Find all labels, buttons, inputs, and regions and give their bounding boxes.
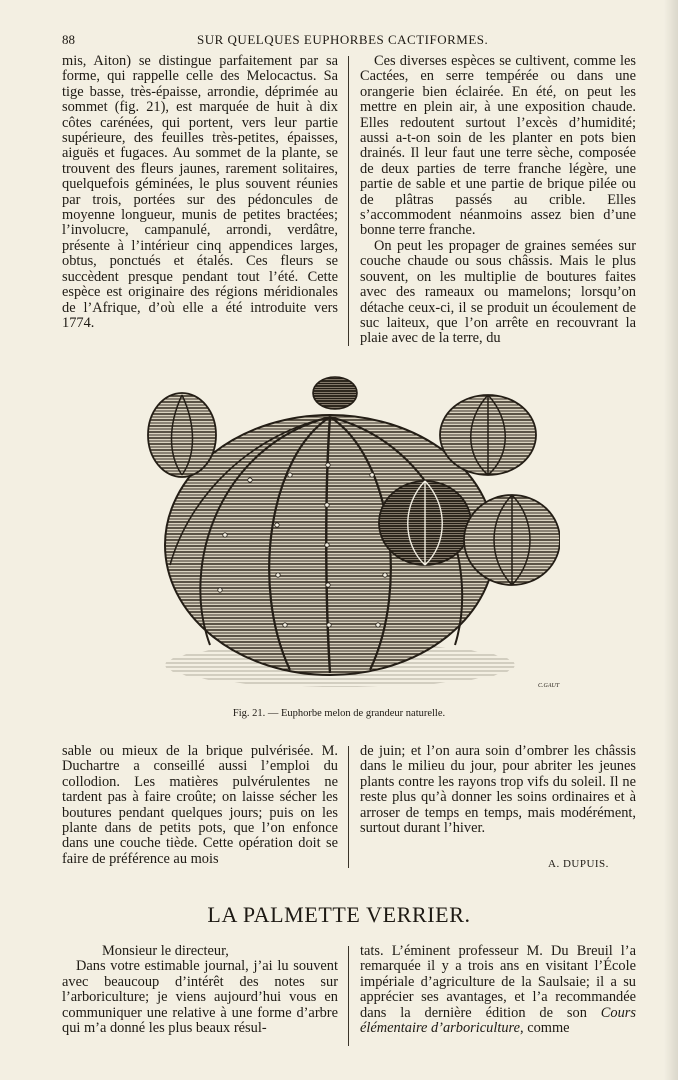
article-column-top-left (62, 54, 338, 331)
running-title: SUR QUELQUES EUPHORBES CACTIFORMES. (197, 32, 489, 47)
text-run: tats. L’éminent professeur M. Du Breuil l’a remarquée il y a trois ans en visitant l’École impériale d’agriculture de la Saulsaie; il a su apprécier ses avantages, et l’a recommandée dans la dernière édition de son (360, 943, 636, 1021)
text-run: , comme (520, 1020, 570, 1037)
column-divider (348, 56, 349, 346)
column-divider (348, 946, 349, 1046)
paragraph: sable ou mieux de la brique pulvérisée. M. Duchartre a conseillé aussi l’emploi du collodion. Les matières pulvérulentes ne tardent pas à faire croûte; on laisse sécher les boutures pendant quelques jours; puis on les plante dans de petits pots, que l’on enfonce dans une couche tiède. Cette opération doit se faire de préférence au mois (62, 743, 338, 867)
article-column-top-right (360, 54, 636, 347)
figure-caption: Fig. 21. — Euphorbe melon de grandeur naturelle. (232, 708, 446, 719)
paragraph: de juin; et l’on aura soin d’ombrer les châssis dans le milieu du jour, pour abriter les jeunes plants contre les rayons trop vifs du soleil. Il ne reste plus qu’à donner les soins ordinaires et à arroser de temps en temps, mais modérément, surtout durant l’hiver. (360, 743, 636, 837)
paragraph (360, 944, 636, 1036)
salutation: Monsieur le directeur, (102, 943, 229, 959)
article-column-bottom-right (360, 744, 636, 836)
letter-column-left (62, 944, 338, 1036)
paragraph: On peut les propager de graines semées sur couche chaude ou sous châssis. Mais le plus souvent, on les multiplie de boutures faites avec des rameaux ou mamelons; lorsqu’on détache ceux-ci, il se produit un écoulement de suc laiteux, que l’on arrête en recouvrant la plaie avec de la terre, du (360, 237, 636, 347)
paragraph: Ces diverses espèces se cultivent, comme les Cactées, en serre tempérée ou dans une orangerie bien éclairée. En été, on peut les mettre en plein air, à une exposition chaude. Elles redoutent surtout l’excès d’humidité; aussi a-t-on soin de les planter en pots bien drainés. Il leur faut une terre sèche, composée de deux parties de terre franche légère, une partie de sable et une partie de brique pilée ou de plâtras passés au crible. Elles s’accommodent néanmoins assez bien d’une bonne terre franche. (360, 53, 636, 239)
page-header (62, 32, 642, 50)
paragraph: mis, Aiton) se distingue parfaitement par sa forme, qui rappelle celle des Melocactus. Sa tige basse, très-épaisse, arrondie, déprimée au sommet (fig. 21), est marquée de huit à dix côtes carénées, qui portent, vers leur partie supérieure, des feuilles très-petites, épaisses, aiguës et fugaces. Au sommet de la plante, se trouvent des fleurs jaunes, rarement solitaires, quelquefois géminées, le plus souvent réunies par trois, portées sur des pédoncules de moyenne longueur, munis de petites bractées; l’involucre, campanulé, arrondi, verdâtre, présente à l’intérieur cinq appendices larges, obtus, ponctués et étalés. Ces fleurs se succèdent presque pendant tout l’été. Cette espèce est originaire des régions méridionales de l’Afrique, d’où elle a été introduite vers 1774. (62, 53, 338, 331)
euphorbia-illustration (140, 365, 560, 695)
page-number: 88 (62, 32, 75, 47)
euphorbia-engraving (140, 365, 560, 695)
column-divider (348, 746, 349, 868)
article-column-bottom-left (62, 744, 338, 867)
engraver-mark: C.GAUT (538, 683, 560, 689)
book-title: Cours élémentaire d’arboriculture (360, 1004, 636, 1037)
section-title: LA PALMETTE VERRIER. (207, 902, 471, 927)
author-signature: A. DUPUIS. (548, 858, 609, 870)
letter-column-right (360, 944, 636, 1036)
paragraph: Dans votre estimable journal, j’ai lu souvent avec beaucoup d’intérêt des notes sur l’arboriculture; je viens aujourd’hui vous en communiquer une relative à une forme d’arbre qui m’a donné les plus beaux résul- (62, 958, 338, 1037)
